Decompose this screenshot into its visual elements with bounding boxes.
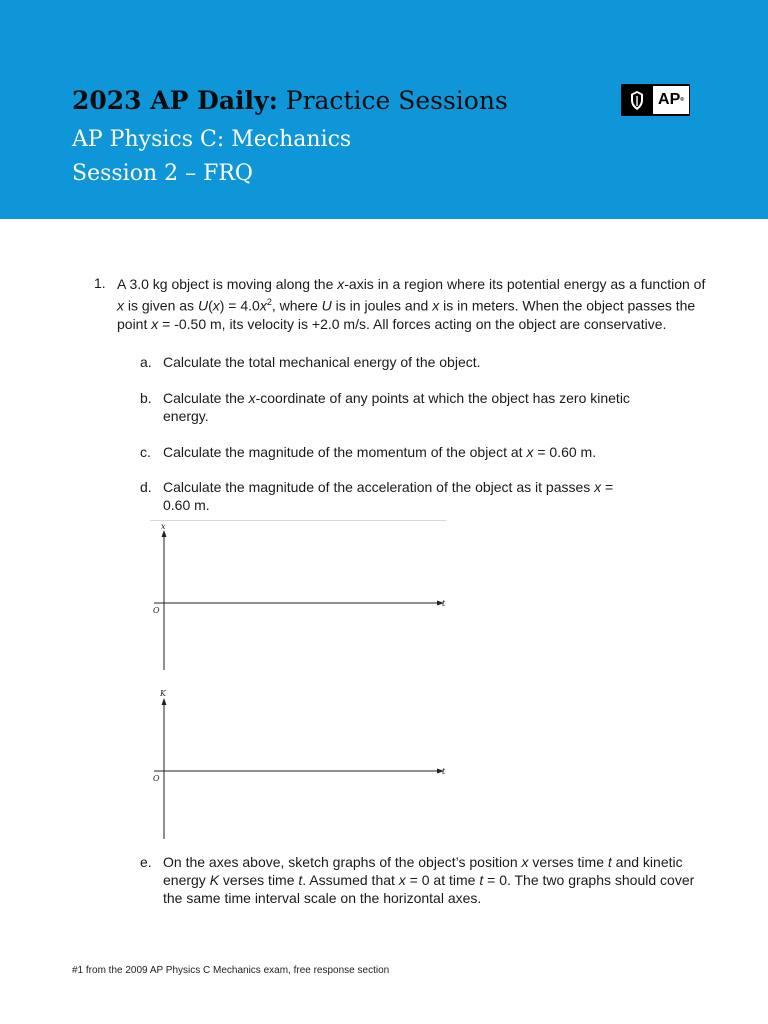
header-banner — [0, 0, 768, 219]
math-variable: t — [607, 854, 612, 870]
y-axis-label: x — [161, 522, 166, 531]
math-variable: x — [398, 872, 406, 888]
origin-label: O — [153, 606, 160, 615]
divider — [150, 520, 446, 521]
acorn-icon — [621, 84, 653, 116]
x-axis-label: t — [442, 767, 446, 776]
math-variable: x — [521, 854, 529, 870]
part-d-letter: d. — [140, 479, 152, 495]
part-b-letter: b. — [140, 390, 152, 406]
part-c-letter: c. — [140, 444, 151, 460]
ap-wordmark — [653, 86, 689, 114]
source-footnote: #1 from the 2009 AP Physics C Mechanics exam, free response section — [72, 965, 390, 976]
math-variable: t — [479, 872, 484, 888]
title-bold: 2023 AP Daily: — [72, 86, 278, 115]
math-variable: U — [197, 297, 209, 314]
kinetic-energy-time-axes — [140, 689, 450, 841]
question-number: 1. — [94, 275, 106, 291]
part-a-letter: a. — [140, 354, 152, 370]
math-variable: x — [151, 315, 159, 332]
math-variable: x — [594, 479, 602, 495]
page-title — [72, 86, 508, 115]
y-axis-arrow — [162, 698, 167, 705]
ap-logo — [621, 84, 690, 116]
part-c-text: Calculate the magnitude of the momentum of the object at x = 0.60 m. — [163, 444, 597, 460]
session-title: Session 2 – FRQ — [72, 161, 253, 186]
part-d-text: Calculate the magnitude of the acceleration of the object as it passes x = 0.60 m. — [163, 479, 614, 513]
x-axis-label: t — [442, 599, 446, 608]
part-e-text: On the axes above, sketch graphs of the object’s position x verses time t and kinetic energy K verses time t. Assumed that x = 0 at time t = 0. The two graphs should cover the same time interval scale on the horizontal axes. — [163, 854, 695, 906]
ap-registered-mark: ® — [680, 97, 684, 103]
math-variable: x — [259, 297, 267, 314]
part-a-text: Calculate the total mechanical energy of the object. — [163, 354, 481, 370]
part-b-text: Calculate the x-coordinate of any points at which the object has zero kinetic energy. — [163, 390, 630, 424]
exponent: 2 — [266, 297, 272, 307]
math-variable: x — [526, 444, 534, 460]
math-variable: t — [298, 872, 303, 888]
ap-text: AP — [658, 91, 681, 108]
y-axis-arrow — [162, 530, 167, 537]
math-variable: x — [117, 297, 124, 314]
part-e-letter: e. — [140, 854, 152, 870]
math-variable: x — [212, 297, 220, 314]
course-subtitle: AP Physics C: Mechanics — [72, 127, 352, 152]
origin-label: O — [153, 774, 160, 783]
title-rest: Practice Sessions — [277, 86, 508, 115]
math-variable: x — [248, 390, 256, 406]
position-time-axes — [140, 522, 450, 674]
math-variable: U — [321, 297, 332, 314]
math-variable: K — [209, 872, 220, 888]
math-variable: x — [337, 276, 345, 292]
y-axis-label: K — [160, 689, 166, 698]
math-variable: x — [432, 297, 440, 314]
question-text: A 3.0 kg object is moving along the x-axis in a region where its potential energy as a function of x is given as $U(x) = 4.0x^2$, where U is in joules and x is in meters. When the object passes the point x = -0.50 m, its velocity is +2.0 m/s. All forces acting on the object are conservative. — [117, 276, 706, 332]
